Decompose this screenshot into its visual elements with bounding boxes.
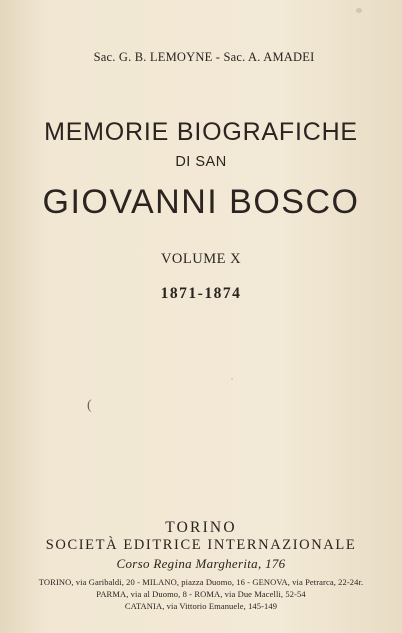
branch-line: TORINO, via Garibaldi, 20 - MILANO, piazza Duomo, 16 - GENOVA, via Petrarca, 22-24r. xyxy=(38,577,364,587)
volume-label: VOLUME X xyxy=(160,251,242,267)
margin-mark: ( xyxy=(87,398,92,413)
imprint-branches xyxy=(0,576,402,612)
branch-line: CATANIA, via Vittorio Emanuele, 145-149 xyxy=(124,601,278,611)
paper-stain xyxy=(231,378,233,380)
book-title-line-1: MEMORIE BIOGRAFICHE xyxy=(44,118,358,146)
book-title-line-2: DI SAN xyxy=(175,154,227,170)
years-range: 1871-1874 xyxy=(160,285,242,302)
book-title-line-3: GIOVANNI BOSCO xyxy=(42,183,360,221)
authors-line: Sac. G. B. LEMOYNE - Sac. A. AMADEI xyxy=(93,50,315,64)
imprint-city: TORINO xyxy=(165,519,237,536)
imprint-publisher: SOCIETÀ EDITRICE INTERNAZIONALE xyxy=(45,537,357,553)
imprint-address: Corso Regina Margherita, 176 xyxy=(116,556,286,571)
paper-stain xyxy=(356,8,362,13)
branch-line: PARMA, via al Duomo, 8 - ROMA, via Due Macelli, 52-54 xyxy=(96,589,306,599)
